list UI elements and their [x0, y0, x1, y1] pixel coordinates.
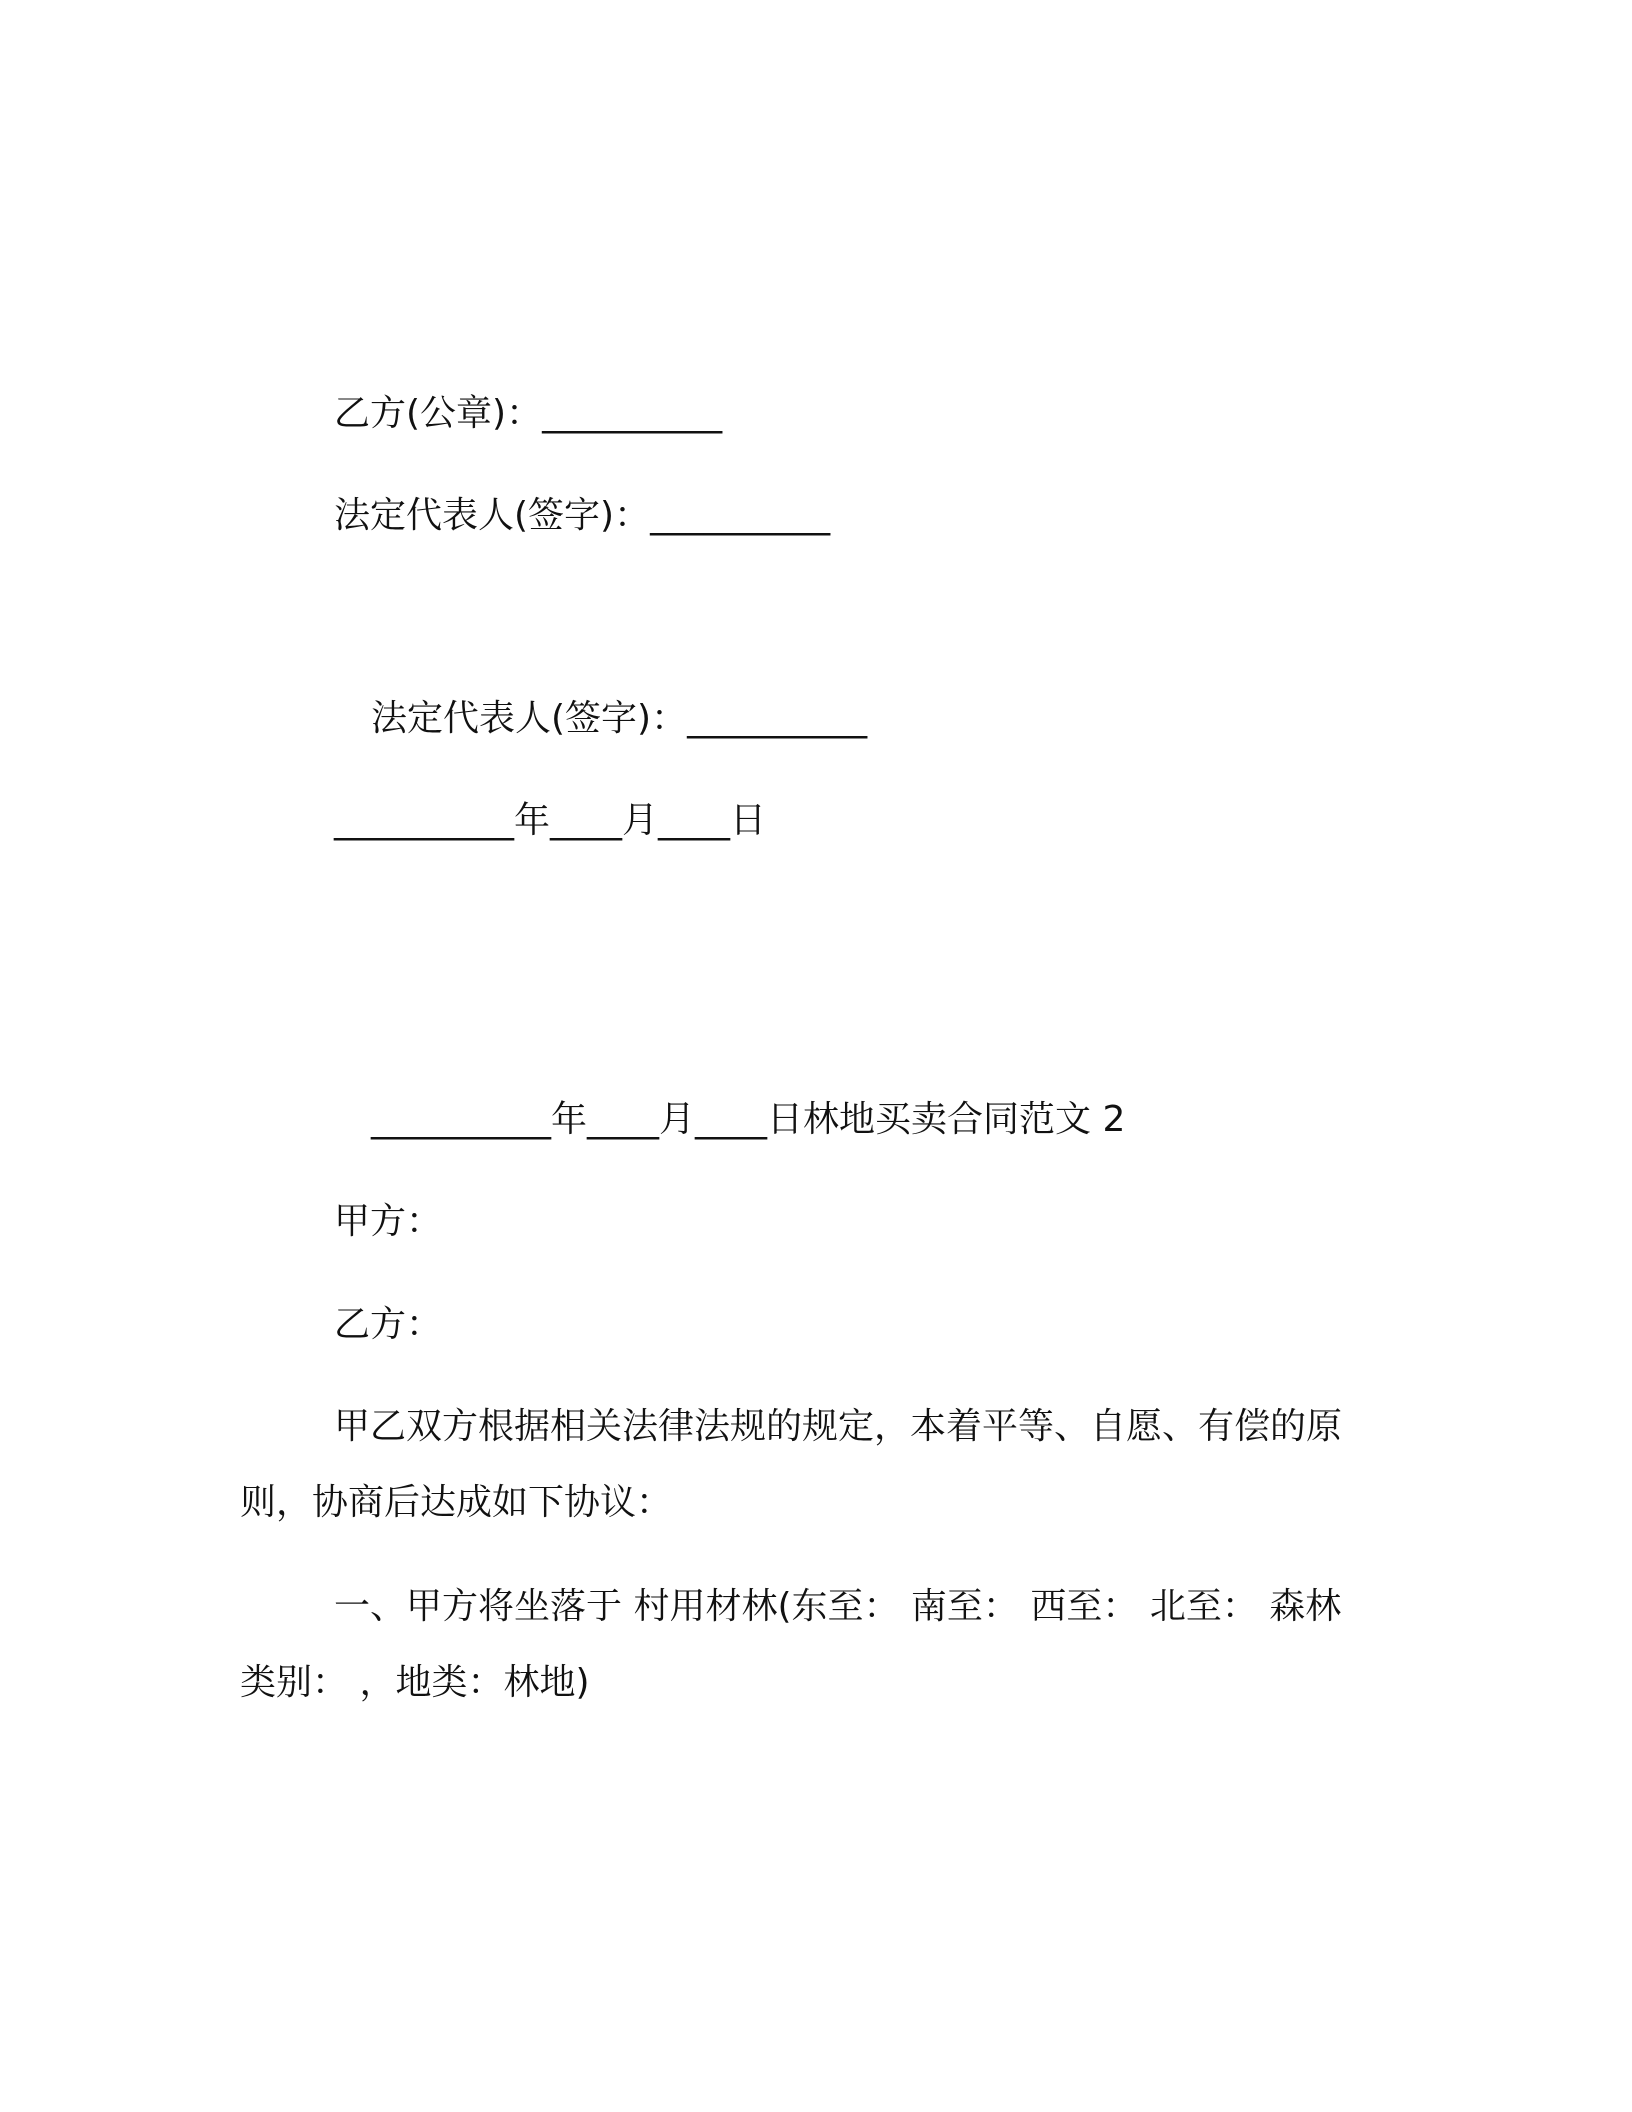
party-b-seal-line: 乙方(公章)：__________ — [334, 393, 723, 434]
clause-1-line-2: 类别： ，地类：林地) — [240, 1662, 590, 1703]
clause-1-line-1: 一、甲方将坐落于 村用材林(东至： 南至： 西至： 北至： 森林 — [334, 1586, 1342, 1627]
contract-title: __________年____月____日林地买卖合同范文 2 — [371, 1099, 1126, 1140]
preamble-line-2: 则，协商后达成如下协议： — [240, 1482, 673, 1523]
party-b-label: 乙方： — [334, 1304, 443, 1345]
party-a-label: 甲方： — [334, 1201, 443, 1242]
preamble-line-1: 甲乙双方根据相关法律法规的规定，本着平等、自愿、有偿的原 — [334, 1406, 1343, 1447]
date-line: __________年____月____日 — [334, 800, 766, 841]
legal-rep-signature-line-2: 法定代表人(签字)：__________ — [371, 698, 868, 739]
legal-rep-signature-line: 法定代表人(签字)：__________ — [334, 495, 831, 536]
